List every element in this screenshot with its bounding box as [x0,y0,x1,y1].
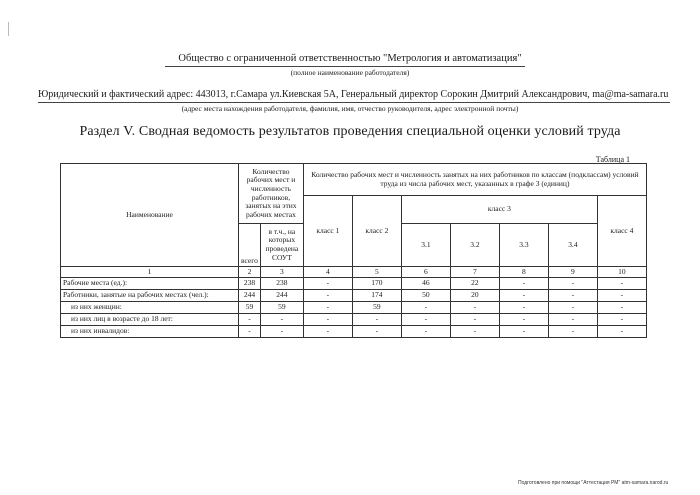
column-number: 4 [303,267,352,278]
table-row [61,290,647,302]
summary-table [60,163,647,338]
column-number: 1 [61,267,239,278]
table-cell: - [499,302,548,314]
table-cell: 20 [450,290,499,302]
table-cell: - [303,314,352,326]
table-cell: 174 [352,290,401,302]
header-classes: Количество рабочих мест и численность занятых на них работников по классам (подклассам) условий труда из числа рабочих мест, указанных в графе 3 (единиц) [303,164,646,196]
header-sub34: 3.4 [548,224,597,267]
table-cell: - [303,302,352,314]
header-sub33: 3.3 [499,224,548,267]
table-cell: - [239,314,261,326]
table-cell: - [303,278,352,290]
row-label: из них инвалидов: [61,326,239,338]
table-cell: - [499,290,548,302]
column-number: 6 [401,267,450,278]
table-cell: - [597,290,646,302]
header-class4: класс 4 [597,196,646,267]
table-row [61,278,647,290]
address-line: Юридический и фактический адрес: 443013, г.Самара ул.Киевская 5А, Генеральный директор Сорокин Дмитрий Александрович, ma@ma-samara.ru [38,89,669,100]
table-cell: 244 [239,290,261,302]
section-title: Раздел V. Сводная ведомость результатов проведения специальной оценки условий труда [79,124,621,139]
table-cell: 238 [260,278,303,290]
table-cell: - [597,326,646,338]
table-cell: - [597,314,646,326]
column-number: 2 [239,267,261,278]
column-number: 7 [450,267,499,278]
table-cell: - [548,302,597,314]
table-cell: - [260,314,303,326]
table-cell: - [499,326,548,338]
table-cell: - [499,278,548,290]
table-cell: - [450,326,499,338]
column-number: 3 [260,267,303,278]
table-cell: 22 [450,278,499,290]
table-cell: 238 [239,278,261,290]
table-label: Таблица 1 [595,155,630,164]
column-number-row [61,267,647,278]
table-cell: - [401,314,450,326]
row-label: Рабочие места (ед.): [61,278,239,290]
table-cell: - [548,278,597,290]
header-sout: в т.ч., на которых проведена СОУТ [260,224,303,267]
table-cell: - [239,326,261,338]
address-caption: (адрес места нахождения работодателя, фамилия, имя, отчество руководителя, адрес электронной почты) [181,104,519,113]
table-cell: - [450,314,499,326]
table-cell: 244 [260,290,303,302]
table-cell: - [303,326,352,338]
header-count: Количество рабочих мест и численность работников, занятых на этих рабочих местах [239,164,304,224]
table-row [61,326,647,338]
table-cell: - [597,302,646,314]
header-sub31: 3.1 [401,224,450,267]
table-cell: 46 [401,278,450,290]
table-cell: - [548,326,597,338]
organization-underline [165,66,525,67]
table-row [61,314,647,326]
table-cell: - [303,290,352,302]
column-number: 5 [352,267,401,278]
table-cell: - [401,326,450,338]
table-cell: 59 [352,302,401,314]
column-number: 8 [499,267,548,278]
footer-credit: Подготовлено при помощи "Аттестация РМ" atm-samara.narod.ru [518,480,669,486]
table-cell: - [548,314,597,326]
table-cell: - [597,278,646,290]
table-cell: - [352,326,401,338]
table-cell: - [450,302,499,314]
row-label: из них лиц в возрасте до 18 лет: [61,314,239,326]
column-number: 9 [548,267,597,278]
header-name: Наименование [61,164,239,267]
table-cell: 170 [352,278,401,290]
table-cell: - [260,326,303,338]
table-row [61,302,647,314]
organization-caption: (полное наименование работодателя) [290,68,410,77]
table-cell: - [401,302,450,314]
table-cell: - [499,314,548,326]
table-cell: - [352,314,401,326]
row-label: Работники, занятые на рабочих местах (чел.): [61,290,239,302]
header-sub32: 3.2 [450,224,499,267]
table-cell: 50 [401,290,450,302]
address-underline [38,102,670,103]
header-class3: класс 3 [401,196,597,224]
column-number: 10 [597,267,646,278]
header-total: всего [239,224,261,267]
scan-edge-mark [8,22,9,36]
organization-name: Общество с ограниченной ответственностью "Метрология и автоматизация" [178,53,522,64]
table-cell: 59 [260,302,303,314]
table-cell: - [548,290,597,302]
header-class1: класс 1 [303,196,352,267]
header-class2: класс 2 [352,196,401,267]
table-cell: 59 [239,302,261,314]
row-label: из них женщин: [61,302,239,314]
